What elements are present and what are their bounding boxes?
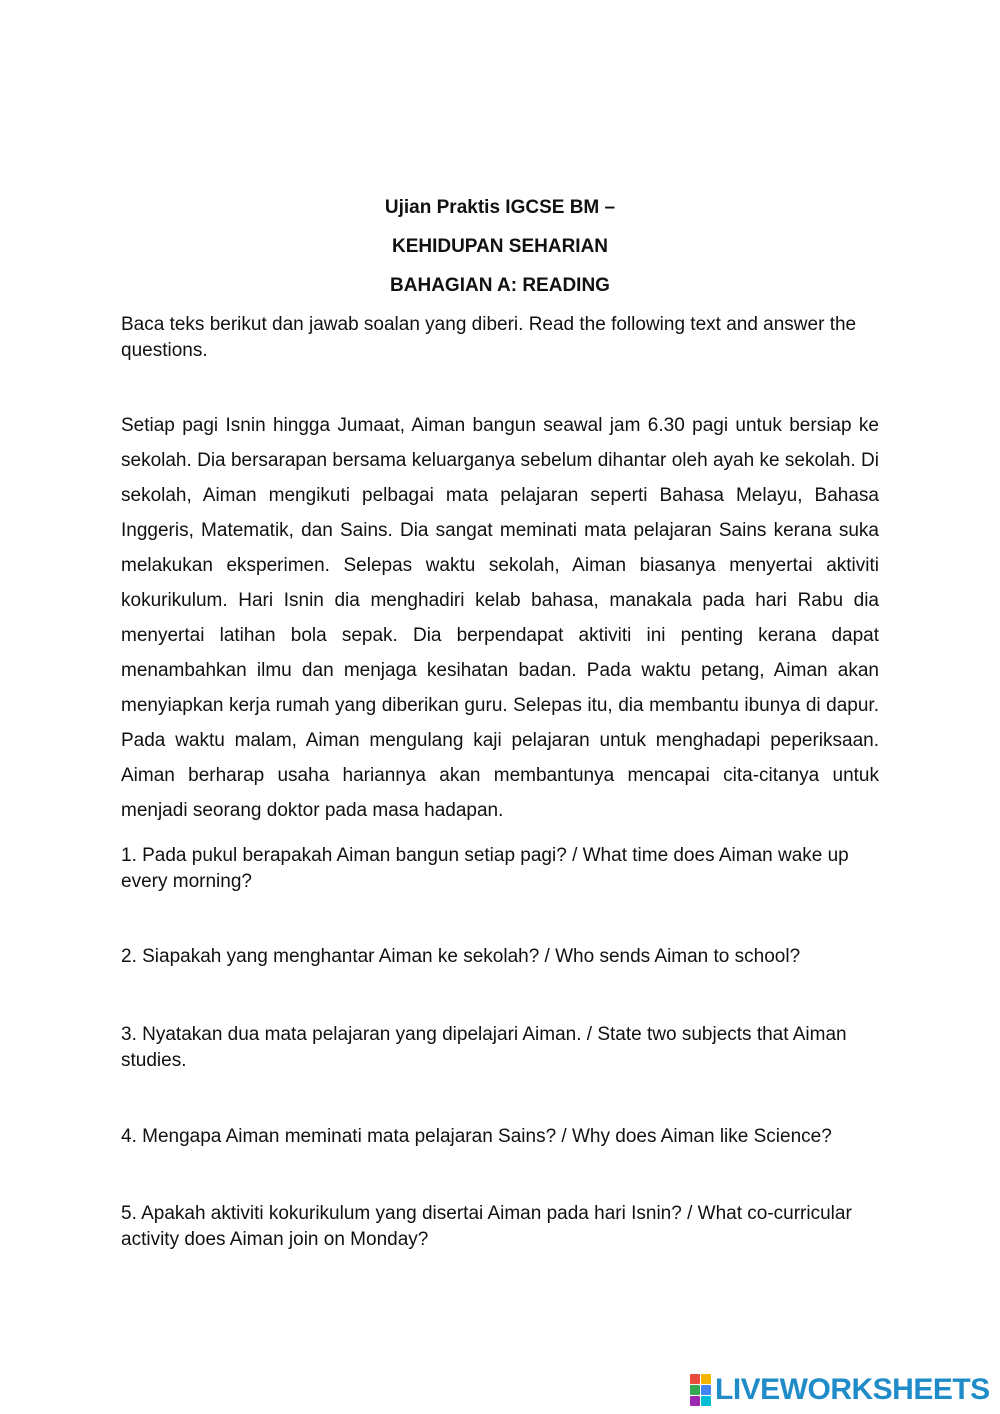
reading-passage: Setiap pagi Isnin hingga Jumaat, Aiman bangun seawal jam 6.30 pagi untuk bersiap ke sekolah. Dia bersarapan bersama keluarganya sebelum dihantar oleh ayah ke sekolah. Di sekolah, Aiman mengikuti pelbagai mata pelajaran seperti Bahasa Melayu, Bahasa Inggeris, Matematik, dan Sains. Dia sangat meminati mata pelajaran Sains kerana suka melakukan eksperimen. Selepas waktu sekolah, Aiman biasanya menyertai aktiviti kokurikulum. Hari Isnin dia menghadiri kelab bahasa, manakala pada hari Rabu dia menyertai latihan bola sepak. Dia berpendapat aktiviti ini penting kerana dapat menambahkan ilmu dan menjaga kesihatan badan. Pada waktu petang, Aiman akan menyiapkan kerja rumah yang diberikan guru. Selepas itu, dia membantu ibunya di dapur. Pada waktu malam, Aiman mengulang kaji pelajaran untuk menghadapi peperiksaan. Aiman berharap usaha hariannya akan membantunya mencapai cita-citanya untuk menjadi seorang doktor pada masa hadapan. — [121, 415, 879, 821]
question-1: 1. Pada pukul berapakah Aiman bangun setiap pagi? / What time does Aiman wake up every morning? — [121, 845, 849, 892]
logo-icon-cell — [701, 1396, 711, 1406]
logo-icon-cell — [701, 1374, 711, 1384]
liveworksheets-grid-icon — [690, 1374, 712, 1406]
question-4: 4. Mengapa Aiman meminati mata pelajaran Sains? / Why does Aiman like Science? — [121, 1126, 832, 1147]
section-heading: BAHAGIAN A: READING — [390, 275, 610, 296]
instruction-text: Baca teks berikut dan jawab soalan yang diberi. Read the following text and answer the questions. — [121, 314, 857, 361]
document-title: Ujian Praktis IGCSE BM – — [384, 197, 616, 218]
question-2: 2. Siapakah yang menghantar Aiman ke sekolah? / Who sends Aiman to school? — [121, 946, 801, 967]
logo-icon-cell — [690, 1396, 700, 1406]
logo-icon-cell — [690, 1385, 700, 1395]
document-topic: KEHIDUPAN SEHARIAN — [391, 236, 609, 257]
liveworksheets-logo — [690, 1372, 990, 1408]
logo-icon-cell — [701, 1385, 711, 1395]
question-3: 3. Nyatakan dua mata pelajaran yang dipelajari Aiman. / State two subjects that Aiman studies. — [121, 1024, 847, 1071]
logo-icon-cell — [690, 1374, 700, 1384]
question-5: 5. Apakah aktiviti kokurikulum yang disertai Aiman pada hari Isnin? / What co-curricular activity does Aiman join on Monday? — [121, 1203, 852, 1250]
logo-text: LIVEWORKSHEETS — [715, 1373, 990, 1406]
